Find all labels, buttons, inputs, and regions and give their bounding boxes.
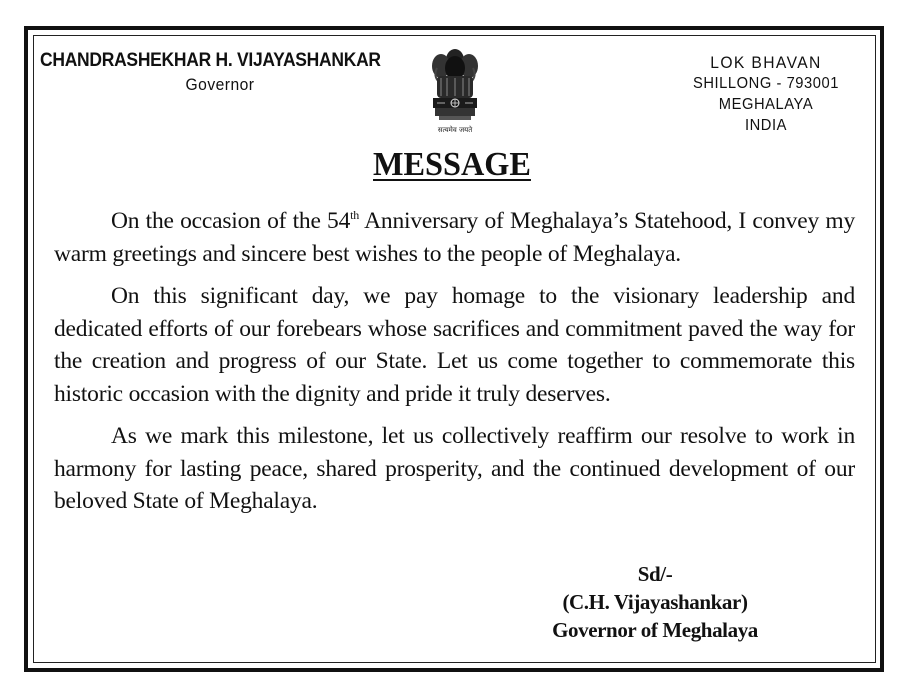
signatory-designation: Governor of Meghalaya: [552, 618, 758, 642]
paragraph-text: Anniversary of Meghalaya’s Statehood, I convey my warm greetings and sincere best wishes to the people of Meghalaya.: [54, 208, 855, 267]
signature-sd: Sd/-: [637, 562, 673, 586]
address-block: [680, 52, 852, 136]
sender-block: [40, 50, 400, 95]
paragraph-text: On the occasion of the 54: [111, 208, 351, 234]
signature-block: [530, 560, 780, 644]
signatory-name: (C.H. Vijayashankar): [562, 590, 748, 614]
paragraph: [54, 205, 855, 270]
message-body: [54, 205, 855, 528]
paragraph: As we mark this milestone, let us collectively reaffirm our resolve to work in harmony for lasting peace, shared prosperity, and the continued development of our beloved State of Meghalaya.: [54, 423, 855, 514]
address-line: SHILLONG - 793001: [692, 75, 840, 92]
paragraph: On this significant day, we pay homage to the visionary leadership and dedicated efforts of our forebears whose sacrifices and commitment paved the way for the creation and progress of our State. Let us come together to commemorate this historic occasion with the dignity and pride it truly deserves.: [54, 283, 855, 407]
address-line: INDIA: [744, 117, 788, 134]
address-line: MEGHALAYA: [718, 96, 814, 113]
governor-name: CHANDRASHEKHAR H. VIJAYASHANKAR: [40, 50, 381, 71]
national-emblem-icon: [423, 46, 487, 134]
governor-title: Governor: [185, 75, 255, 94]
address-line: LOK BHAVAN: [710, 53, 822, 72]
ordinal-suffix: th: [350, 208, 360, 222]
message-heading: MESSAGE: [373, 146, 531, 183]
emblem-motto: सत्यमेव जयते: [437, 126, 473, 134]
